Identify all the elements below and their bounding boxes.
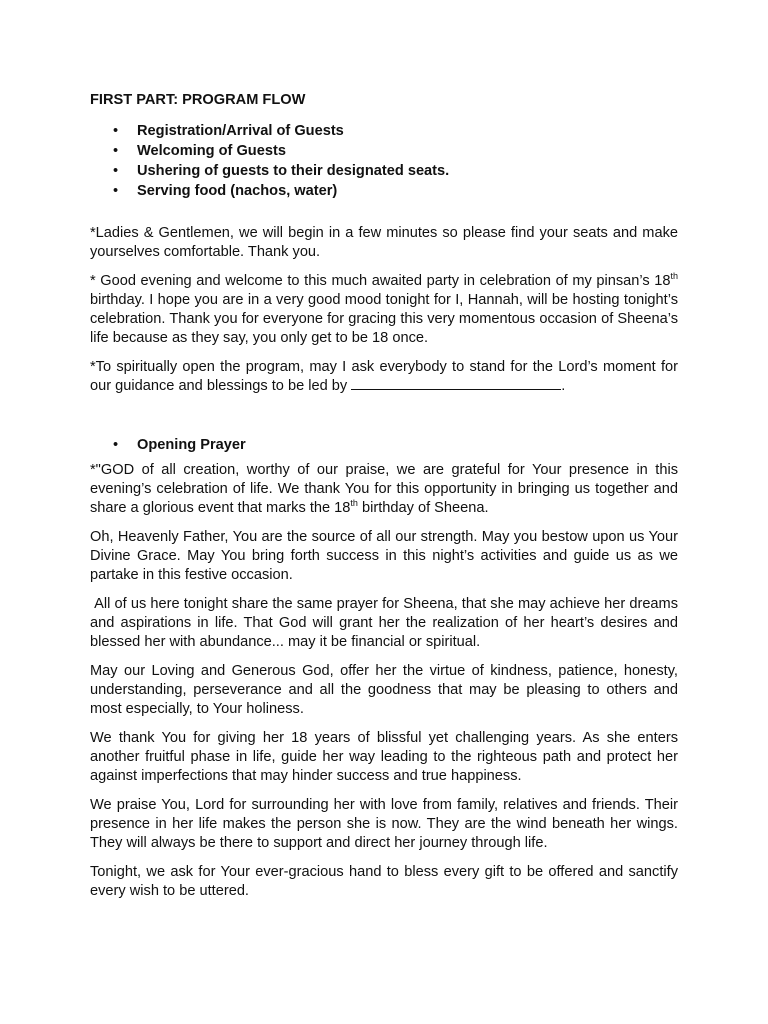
list-item: • Serving food (nachos, water) xyxy=(113,183,338,199)
bullet-icon: • xyxy=(113,163,119,179)
section-heading: FIRST PART: PROGRAM FLOW xyxy=(90,92,306,108)
prayer-paragraph: We praise You, Lord for surrounding her with love from family, relatives and friends. Their presence in her life makes the person she is now. They are the wind beneath her wings. They will always be there to support and direct her journey through life. xyxy=(90,797,678,851)
prayer-paragraph: We thank You for giving her 18 years of blissful yet challenging years. As she enters another fruitful phase in life, guide her way leading to the righteous path and protect her against imperfections that may hinder success and true happiness. xyxy=(90,730,678,784)
document-page xyxy=(90,91,683,901)
bullet-icon: • xyxy=(113,143,119,159)
prayer-paragraph: All of us here tonight share the same prayer for Sheena, that she may achieve her dreams and aspirations in life. That God will grant her the realization of her heart’s desires and blessed her with abundance... may it be financial or spiritual. xyxy=(90,596,683,650)
prayer-paragraph: Oh, Heavenly Father, You are the source of all our strength. May you bestow upon us Your Divine Grace. May You bring forth success in this night’s activities and guide us as we partake in this festive occasion. xyxy=(90,529,678,583)
list-item: • Registration/Arrival of Guests xyxy=(113,123,344,139)
bullet-icon: • xyxy=(113,437,119,453)
prayer-paragraph: Tonight, we ask for Your ever-gracious hand to bless every gift to be offered and sanctify every wish to be uttered. xyxy=(90,864,678,899)
list-item: • Ushering of guests to their designated seats. xyxy=(113,163,450,179)
opening-prayer-list xyxy=(90,435,678,455)
program-flow-list xyxy=(90,121,678,201)
bullet-icon: • xyxy=(113,183,119,199)
welcome-paragraph: * Good evening and welcome to this much awaited party in celebration of my pinsan’s 18th birthday. I hope you are in a very good mood tonight for I, Hannah, will be hosting tonight’s celebration. Thank you for everyone for gracing this very momentous occasion of Sheena’s life because as they say, you only get to be 18 once. xyxy=(90,271,678,346)
fill-in-blank xyxy=(351,377,561,390)
invocation-paragraph: *To spiritually open the program, may I ask everybody to stand for the Lord’s moment for our guidance and blessings to be led by . xyxy=(90,359,678,394)
announcement-paragraph: *Ladies & Gentlemen, we will begin in a few minutes so please find your seats and make yourselves comfortable. Thank you. xyxy=(90,225,678,260)
prayer-paragraph: May our Loving and Generous God, offer her the virtue of kindness, patience, honesty, understanding, perseverance and all the goodness that may be pleasing to others and most especially, to Your holiness. xyxy=(90,663,678,717)
prayer-paragraph: *"GOD of all creation, worthy of our praise, we are grateful for Your presence in this evening’s celebration of life. We thank You for this opportunity in bringing us together and share a glorious event that marks the 18th birthday of Sheena. xyxy=(90,462,678,516)
list-item: • Opening Prayer xyxy=(113,437,246,453)
bullet-icon: • xyxy=(113,123,119,139)
list-item: • Welcoming of Guests xyxy=(113,143,286,159)
